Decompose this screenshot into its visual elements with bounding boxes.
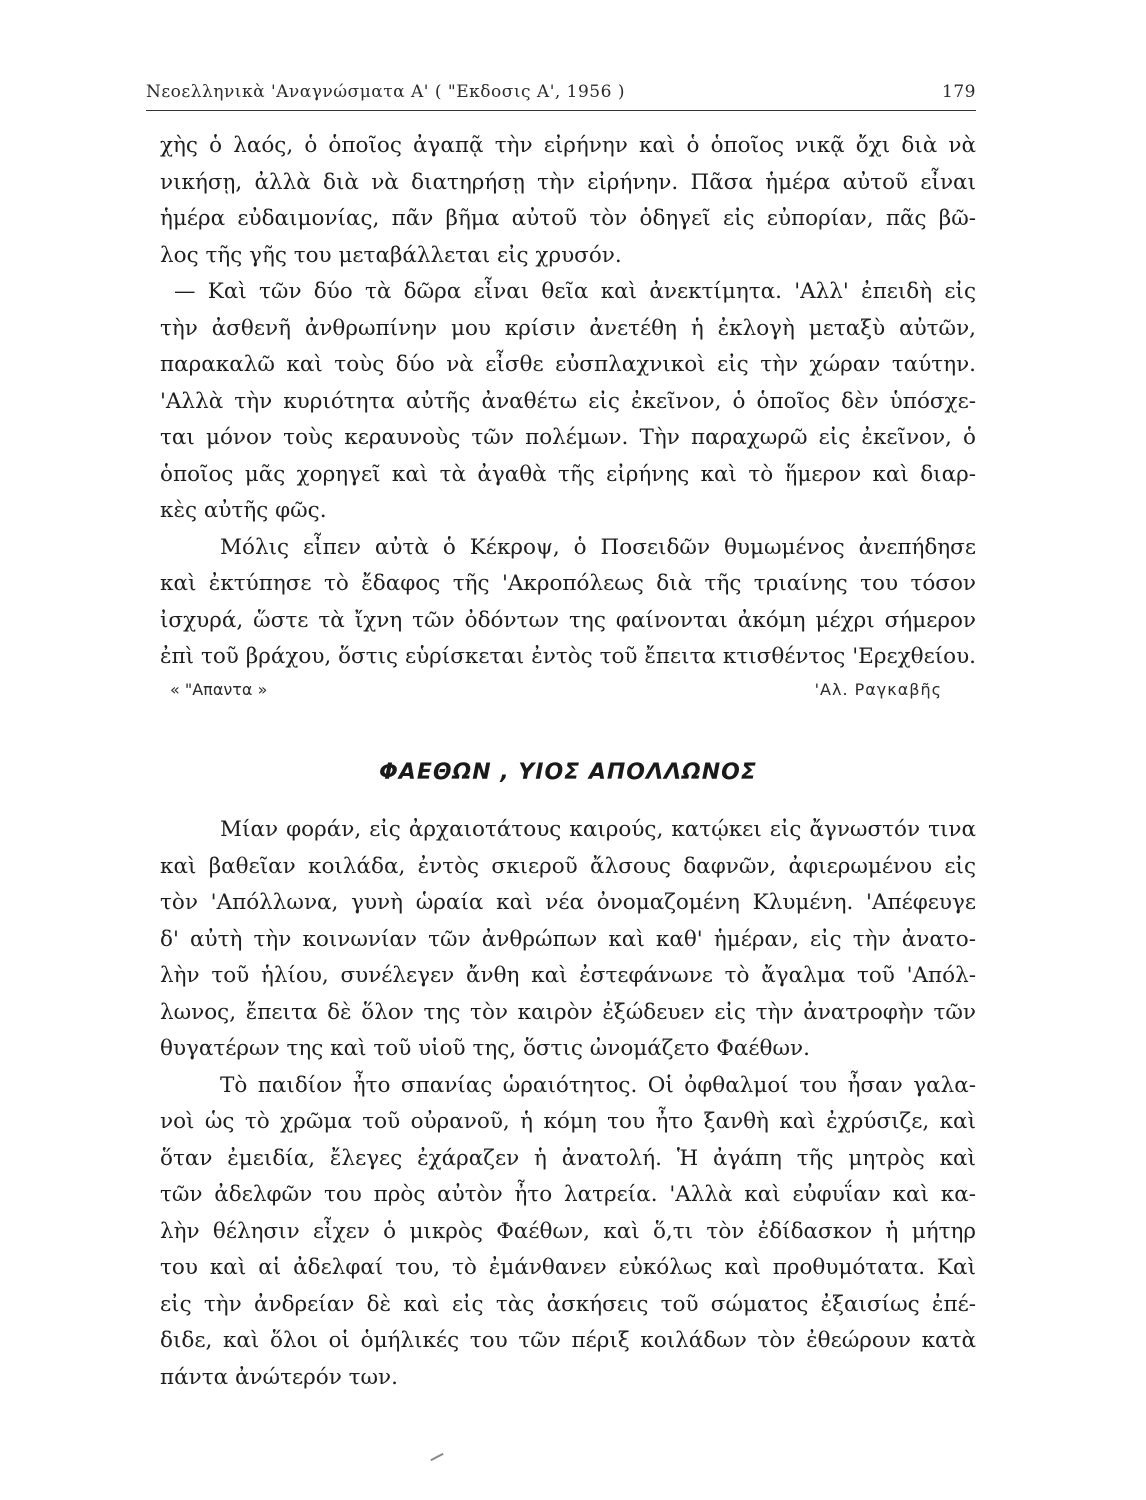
text-line: 'Αλλὰ τὴν κυριότητα αὐτῆς ἀναθέτω εἰς ἐκεῖνον, ὁ ὁποῖος δὲν ὑπόσχε- bbox=[160, 388, 976, 414]
text-line: τὸν 'Απόλλωνα, γυνὴ ὡραία καὶ νέα ὀνομαζομένη Κλυμένη. 'Απέφευγε bbox=[160, 890, 976, 915]
running-head bbox=[146, 80, 976, 111]
source-citation: « "Απαντα » bbox=[170, 680, 268, 699]
text-line: του καὶ αἱ ἀδελφαί του, τὸ ἐμάνθανεν εὐκόλως καὶ προθυμότατα. Καὶ bbox=[160, 1255, 976, 1280]
text-line: Μίαν φοράν, εἰς ἀρχαιοτάτους καιρούς, κατῴκει εἰς ἄγνωστόν τινα bbox=[220, 817, 976, 842]
text-line: ἐπὶ τοῦ βράχου, ὅστις εὑρίσκεται ἐντὸς τοῦ ἔπειτα κτισθέντος 'Ερεχθείου. bbox=[160, 644, 976, 669]
text-line: χὴς ὁ λαός, ὁ ὁποῖος ἀγαπᾷ τὴν εἰρήνην καὶ ὁ ὁποῖος νικᾷ ὄχι διὰ νὰ bbox=[160, 133, 976, 158]
passage-two bbox=[160, 812, 976, 1396]
text-line: καὶ ἐκτύπησε τὸ ἔδαφος τῆς 'Ακροπόλεως διὰ τῆς τριαίνης του τόσον bbox=[160, 571, 976, 596]
text-line: εἰς τὴν ἀνδρείαν δὲ καὶ εἰς τὰς ἀσκήσεις τοῦ σώματος ἐξαισίως ἐπέ- bbox=[160, 1291, 976, 1317]
text-line: τῶν ἀδελφῶν του πρὸς αὐτὸν ἦτο λατρεία. 'Αλλὰ καὶ εὐφυΐαν καὶ κα- bbox=[160, 1182, 976, 1207]
text-line: θυγατέρων της καὶ τοῦ υἱοῦ της, ὅστις ὠνομάζετο Φαέθων. bbox=[160, 1036, 810, 1061]
text-line: τὴν ἀσθενῆ ἀνθρωπίνην μου κρίσιν ἀνετέθη ἡ ἐκλογὴ μεταξὺ αὐτῶν, bbox=[160, 315, 976, 341]
text-line: ἡμέρα εὐδαιμονίας, πᾶν βῆμα αὐτοῦ τὸν ὁδηγεῖ εἰς εὐπορίαν, πᾶς βῶ- bbox=[160, 206, 976, 231]
attribution bbox=[170, 676, 942, 704]
text-line: κὲς αὐτῆς φῶς. bbox=[160, 498, 327, 523]
page-number: 179 bbox=[942, 82, 976, 102]
book-title: Νεοελληνικὰ 'Αναγνώσματα Α' ( "Εκδοσις Α', 1956 ) bbox=[146, 82, 625, 102]
stray-ink-mark bbox=[430, 1453, 443, 1461]
text-line: δ' αὐτὴ τὴν κοινωνίαν τῶν ἀνθρώπων καὶ καθ' ἡμέραν, εἰς τὴν ἀνατο- bbox=[160, 926, 976, 952]
text-line: νικήσῃ, ἀλλὰ διὰ νὰ διατηρήσῃ τὴν εἰρήνην. Πᾶσα ἡμέρα αὐτοῦ εἶναι bbox=[160, 169, 976, 195]
text-line: παρακαλῶ καὶ τοὺς δύο νὰ εἶσθε εὐσπλαχνικοὶ εἰς τὴν χώραν ταύτην. bbox=[160, 352, 976, 377]
text-line: ὅταν ἐμειδία, ἔλεγες ἐχάραζεν ἡ ἀνατολή. Ἡ ἀγάπη τῆς μητρὸς καὶ bbox=[160, 1145, 976, 1171]
text-line: ἰσχυρά, ὥστε τὰ ἴχνη τῶν ὀδόντων της φαίνονται ἀκόμη μέχρι σήμερον bbox=[160, 607, 976, 633]
text-line: καὶ βαθεῖαν κοιλάδα, ἐντὸς σκιεροῦ ἄλσους δαφνῶν, ἀφιερωμένου εἰς bbox=[160, 853, 976, 879]
text-line: ται μόνον τοὺς κεραυνοὺς τῶν πολέμων. Τὴν παραχωρῶ εἰς ἐκεῖνον, ὁ bbox=[160, 425, 976, 450]
author-name: 'Αλ. Ραγκαβῆς bbox=[814, 680, 942, 699]
text-line: λὴν τοῦ ἡλίου, συνέλεγεν ἄνθη καὶ ἐστεφάνωνε τὸ ἄγαλμα τοῦ 'Απόλ- bbox=[160, 963, 976, 988]
text-line: λὴν θέλησιν εἶχεν ὁ μικρὸς Φαέθων, καὶ ὅ,τι τὸν ἐδίδασκον ἡ μήτηρ bbox=[160, 1218, 976, 1244]
text-line: Τὸ παιδίον ἦτο σπανίας ὡραιότητος. Οἱ ὀφθαλμοί του ἦσαν γαλα- bbox=[220, 1072, 976, 1098]
passage-one bbox=[160, 128, 976, 676]
text-line: — Καὶ τῶν δύο τὰ δῶρα εἶναι θεῖα καὶ ἀνεκτίμητα. 'Αλλ' ἐπειδὴ εἰς bbox=[174, 279, 976, 304]
text-line: διδε, καὶ ὅλοι οἱ ὁμήλικές του τῶν πέριξ κοιλάδων τὸν ἐθεώρουν κατὰ bbox=[160, 1328, 976, 1353]
text-line: λωνος, ἔπειτα δὲ ὅλον της τὸν καιρὸν ἐξώδευεν εἰς τὴν ἀνατροφὴν τῶν bbox=[160, 999, 976, 1025]
text-line: ὁποῖος μᾶς χορηγεῖ καὶ τὰ ἀγαθὰ τῆς εἰρήνης καὶ τὸ ἥμερον καὶ διαρ- bbox=[160, 461, 976, 487]
text-line: πάντα ἀνώτερόν των. bbox=[160, 1364, 398, 1390]
text-line: Μόλις εἶπεν αὐτὰ ὁ Κέκροψ, ὁ Ποσειδῶν θυμωμένος ἀνεπήδησε bbox=[220, 534, 976, 560]
section-title: ΦΑΕΘΩΝ , ΥΙΟΣ ΑΠΟΛΛΩΝΟΣ bbox=[379, 760, 757, 785]
text-line: λος τῆς γῆς του μεταβάλλεται εἰς χρυσόν. bbox=[160, 242, 622, 268]
text-line: νοὶ ὡς τὸ χρῶμα τοῦ οὐρανοῦ, ἡ κόμη του ἦτο ξανθὴ καὶ ἐχρύσιζε, καὶ bbox=[160, 1109, 976, 1134]
